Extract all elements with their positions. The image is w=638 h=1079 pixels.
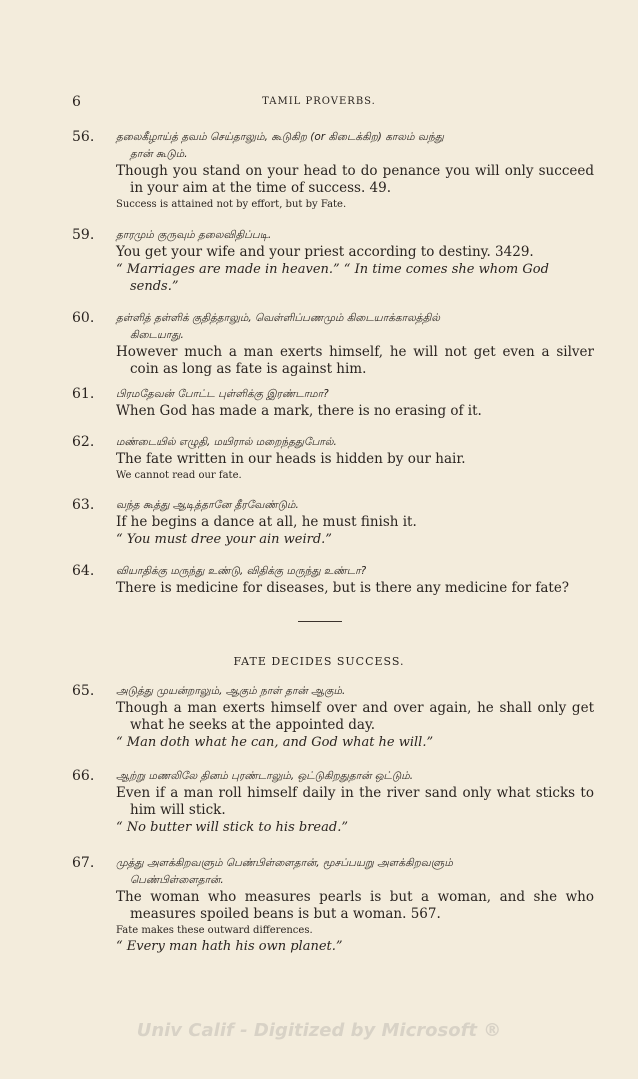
page-number: 6: [72, 94, 81, 110]
proverb-note: Success is attained not by effort, but by Fate.: [116, 199, 347, 210]
english-translation: Though a man exerts himself over and over again, he shall only get what he seeks at the appointed day.: [116, 700, 594, 733]
english-equivalent-quote: “ You must dree your ain weird.”: [116, 532, 332, 547]
tamil-proverb: தாரமும் குருவும் தலைவிதிப்படி.: [116, 229, 272, 241]
proverb-number: 63.: [72, 497, 95, 513]
proverb-number: 56.: [72, 129, 95, 145]
proverb-number: 66.: [72, 768, 95, 784]
tamil-proverb: முத்து அளக்கிறவளும் பெண்பிள்ளைதான், மூசப்பயறு அளக்கிறவளும் பெண்பிள்ளைதான்.: [116, 857, 453, 886]
proverb-entry: [72, 227, 594, 295]
proverb-entry: [72, 129, 594, 212]
digitization-watermark: Univ Calif - Digitized by Microsoft ®: [136, 1020, 502, 1041]
proverb-number: 61.: [72, 386, 95, 402]
proverb-number: 64.: [72, 563, 95, 579]
tamil-proverb: பிரமதேவன் போட்ட புள்ளிக்கு இரண்டாமா?: [116, 388, 329, 400]
proverb-number: 67.: [72, 855, 95, 871]
proverb-entry: [72, 768, 594, 836]
tamil-proverb: மண்டையில் எழுதி, மயிரால் மறைந்ததுபோல்.: [116, 436, 337, 448]
english-translation: However much a man exerts himself, he will not get even a silver coin as long as fate is against him.: [116, 344, 594, 377]
proverb-entry: [72, 434, 594, 483]
tamil-proverb: வந்த கூத்து ஆடித்தானே தீரவேண்டும்.: [116, 499, 299, 511]
running-head: TAMIL PROVERBS.: [262, 96, 376, 107]
tamil-proverb: தலைகீழாய்த் தவம் செய்தாலும், கூடுகிற (or கிடைக்கிற) காலம் வந்து தான் கூடும்.: [116, 131, 444, 160]
proverb-number: 65.: [72, 683, 95, 699]
english-equivalent-quote: “ Every man hath his own planet.”: [116, 939, 343, 954]
english-translation: When God has made a mark, there is no erasing of it.: [116, 403, 482, 419]
proverb-note: Fate makes these outward differences.: [116, 925, 313, 936]
english-equivalent-quote: “ Man doth what he can, and God what he will.”: [116, 735, 434, 750]
english-translation: The fate written in our heads is hidden by our hair.: [116, 451, 466, 467]
proverb-number: 59.: [72, 227, 95, 243]
page-header: [0, 94, 638, 114]
english-equivalent-quote: “ Marriages are made in heaven.” “ In time comes she whom God sends.”: [116, 262, 549, 294]
proverb-number: 60.: [72, 310, 95, 326]
english-translation: There is medicine for diseases, but is there any medicine for fate?: [116, 580, 570, 596]
english-equivalent-quote: “ No butter will stick to his bread.”: [116, 820, 348, 835]
english-translation: The woman who measures pearls is but a woman, and she who measures spoiled beans is but a woman. 567.: [116, 889, 594, 922]
proverb-entry: [72, 497, 594, 548]
tamil-proverb: அடுத்து முயன்றாலும், ஆகும் நாள் தான் ஆகும்.: [116, 685, 346, 697]
proverb-entry: [72, 855, 594, 955]
section-divider: [298, 621, 342, 622]
tamil-proverb: தள்ளித் தள்ளிக் குதித்தாலும், வெள்ளிப்பணமும் கிடையாக்காலத்தில் கிடையாது.: [116, 312, 440, 341]
english-translation: Though you stand on your head to do penance you will only succeed in your aim at the time of success. 49.: [116, 163, 594, 196]
proverb-entry: [72, 683, 594, 751]
english-translation: Even if a man roll himself daily in the river sand only what sticks to him will stick.: [116, 785, 594, 818]
proverb-entry: [72, 386, 594, 420]
proverb-number: 62.: [72, 434, 95, 450]
tamil-proverb: ஆற்று மணலிலே தினம் புரண்டாலும், ஒட்டுகிறதுதான் ஒட்டும்.: [116, 770, 414, 782]
proverb-entry: [72, 563, 594, 597]
tamil-proverb: வியாதிக்கு மருந்து உண்டு, விதிக்கு மருந்து உண்டா?: [116, 565, 367, 577]
english-translation: You get your wife and your priest according to destiny. 3429.: [116, 244, 534, 260]
english-translation: If he begins a dance at all, he must finish it.: [116, 514, 417, 530]
proverb-entry: [72, 310, 594, 378]
section-heading: FATE DECIDES SUCCESS.: [233, 655, 405, 668]
proverb-note: We cannot read our fate.: [116, 470, 242, 481]
